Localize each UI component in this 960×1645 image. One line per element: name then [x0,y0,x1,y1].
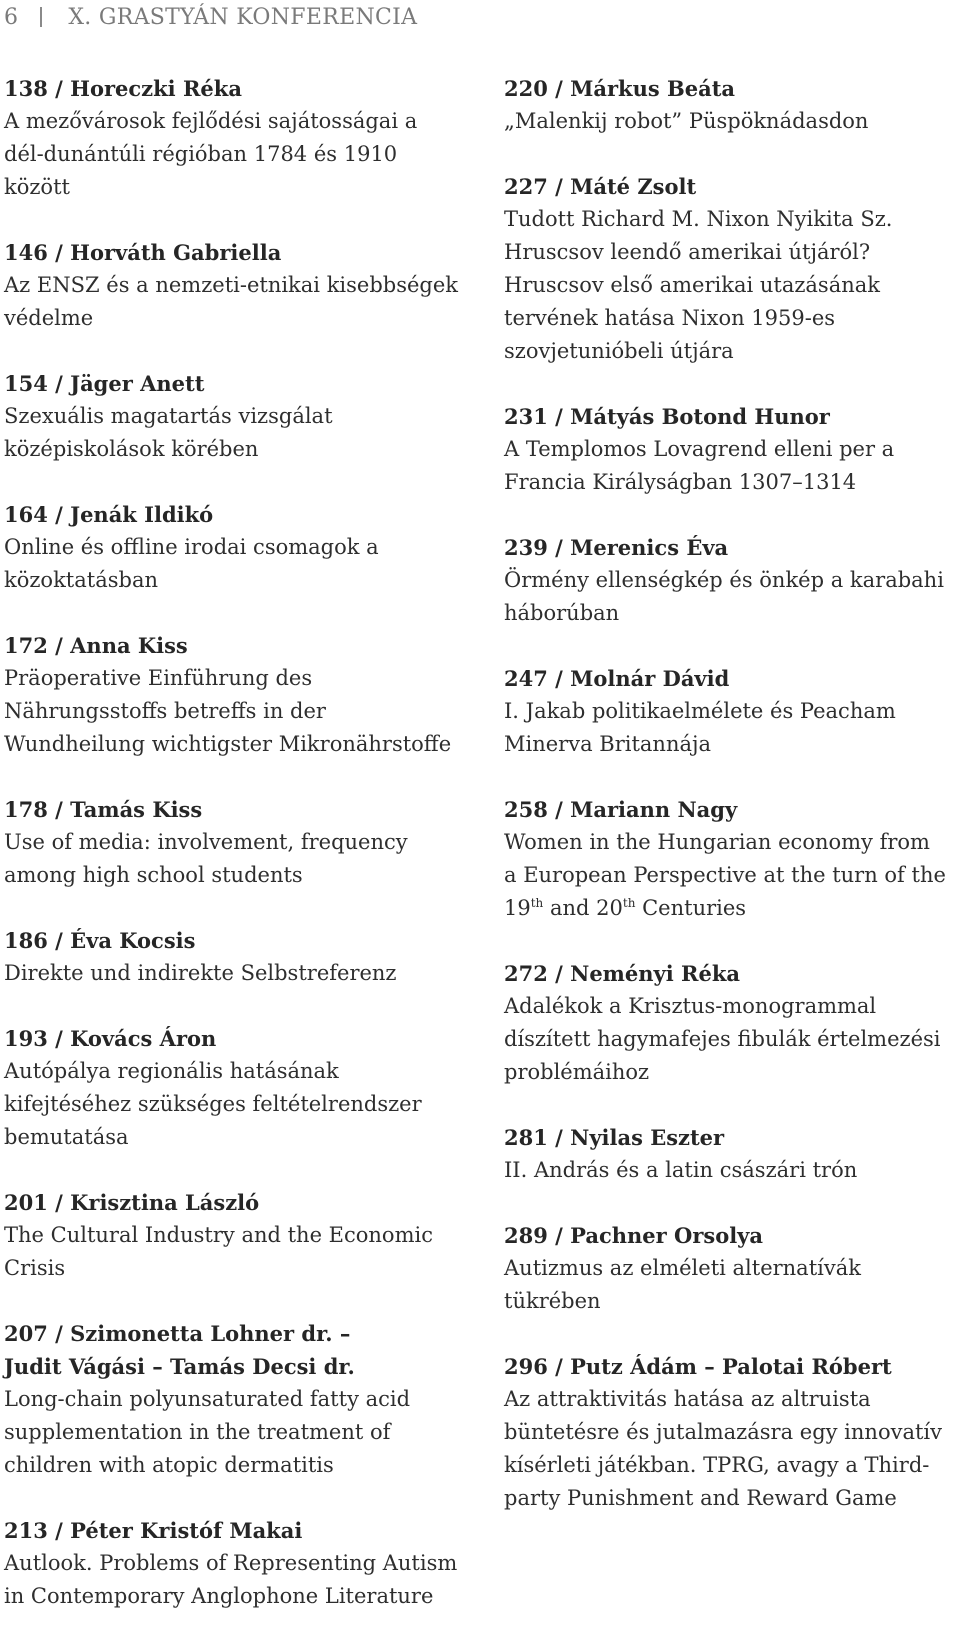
entry-title: 247 / Molnár Dávid [504,666,730,691]
entry-text: Direkte und indirekte Selbstreferenz [4,961,397,985]
entry-title: 227 / Máté Zsolt [504,174,697,199]
entry-text: Präoperative Einführung des Nährungsstoffs betreffs in der Wundheilung wichtigster Mikronährstoffe [4,666,452,756]
abstract-entry [4,1022,464,1154]
entry-text: Use of media: involvement, frequency among high school students [4,830,408,887]
abstract-entry [504,1219,960,1318]
entry-text: Adalékok a Krisztus-monogrammal díszített hagymafejes fibulák értelmezési problémáihoz [504,994,941,1084]
left-column [4,72,464,1645]
entry-text: Online és offline irodai csomagok a közoktatásban [4,535,379,592]
entry-text: „Malenkij robot” Püspöknádasdon [504,109,869,133]
abstract-entry [504,793,960,925]
abstract-entry [4,793,464,892]
entry-title: 138 / Horeczki Réka [4,76,242,101]
entry-title: 172 / Anna Kiss [4,633,188,658]
entry-title: 239 / Merenics Éva [504,535,729,560]
abstract-entry [504,957,960,1089]
header-divider [40,7,42,27]
entry-title: 186 / Éva Kocsis [4,928,196,953]
entry-text: Szexuális magatartás vizsgálat középiskolások körében [4,404,333,461]
entry-title: 231 / Mátyás Botond Hunor [504,404,830,429]
abstract-entry [504,400,960,499]
century-number: 20 [596,896,623,920]
entry-title: 296 / Putz Ádám – Palotai Róbert [504,1354,892,1379]
entry-title: 146 / Horváth Gabriella [4,240,282,265]
abstract-entry [504,662,960,761]
entry-text: I. Jakab politikaelmélete és Peacham Minerva Britannája [504,699,896,756]
entry-text: Örmény ellenségkép és önkép a karabahi háborúban [504,568,944,625]
abstract-entry [4,1317,464,1482]
abstract-entry [4,1514,464,1613]
abstract-entry [4,498,464,597]
ordinal-suffix: th [622,896,636,910]
abstract-entry [4,1186,464,1285]
abstract-entry [504,170,960,368]
entry-text: A Templomos Lovagrend elleni per a Francia Királyságban 1307–1314 [504,437,895,494]
entry-title: 207 / Szimonetta Lohner dr. – Judit Vágási – Tamás Decsi dr. [4,1321,355,1379]
page-header [4,2,417,32]
right-column [504,72,960,1547]
entry-text: Autlook. Problems of Representing Autism in Contemporary Anglophone Literature [4,1551,458,1608]
entry-text: Az ENSZ és a nemzeti-etnikai kisebbségek védelme [4,273,459,330]
entry-text: Autizmus az elméleti alternatívák tükrében [504,1256,861,1313]
entry-text-centuries [504,892,960,925]
entry-text: Women in the Hungarian economy from a European Perspective at the turn of the [504,830,946,887]
entry-text: Long-chain polyunsaturated fatty acid supplementation in the treatment of children with atopic dermatitis [4,1387,411,1477]
entry-title: 164 / Jenák Ildikó [4,502,214,527]
conjunction: and [543,896,597,920]
abstract-entry [4,924,464,990]
abstract-entry [504,72,960,138]
entry-title: 272 / Neményi Réka [504,961,740,986]
conference-title: X. GRASTYÁN KONFERENCIA [68,4,418,30]
abstract-entry [4,367,464,466]
entry-text: The Cultural Industry and the Economic Crisis [4,1223,433,1280]
entry-title: 193 / Kovács Áron [4,1026,217,1051]
entry-title: 220 / Márkus Beáta [504,76,736,101]
entry-title: 213 / Péter Kristóf Makai [4,1518,303,1543]
entry-title: 201 / Krisztina László [4,1190,260,1215]
entry-title: 281 / Nyilas Eszter [504,1125,725,1150]
abstract-entry [4,629,464,761]
abstract-entry [504,531,960,630]
entry-text: A mezővárosok fejlődési sajátosságai a dél-dunántúli régióban 1784 és 1910 között [4,109,418,199]
entry-text: Tudott Richard M. Nixon Nyikita Sz. Hruscsov leendő amerikai útjáról? Hruscsov első amerikai utazásának tervének hatása Nixon 1959-es szovjetunióbeli útjára [504,207,893,363]
page-number: 6 [4,4,19,30]
century-number: 19 [504,896,531,920]
entry-title: 178 / Tamás Kiss [4,797,203,822]
abstract-entry [4,236,464,335]
abstract-entry [504,1350,960,1515]
entry-title: 258 / Mariann Nagy [504,797,738,822]
abstract-entry [504,1121,960,1187]
entry-text: Az attraktivitás hatása az altruista büntetésre és jutalmazásra egy innovatív kísérleti játékban. TPRG, avagy a Third- party Punishment and Reward Game [504,1387,942,1510]
entry-text: Autópálya regionális hatásának kifejtéséhez szükséges feltételrendszer bemutatása [4,1059,422,1149]
entry-title: 154 / Jäger Anett [4,371,205,396]
entry-text: II. András és a latin császári trón [504,1158,858,1182]
ordinal-suffix: th [530,896,544,910]
abstract-entry [4,72,464,204]
entry-title: 289 / Pachner Orsolya [504,1223,763,1248]
centuries-word: Centuries [635,896,747,920]
